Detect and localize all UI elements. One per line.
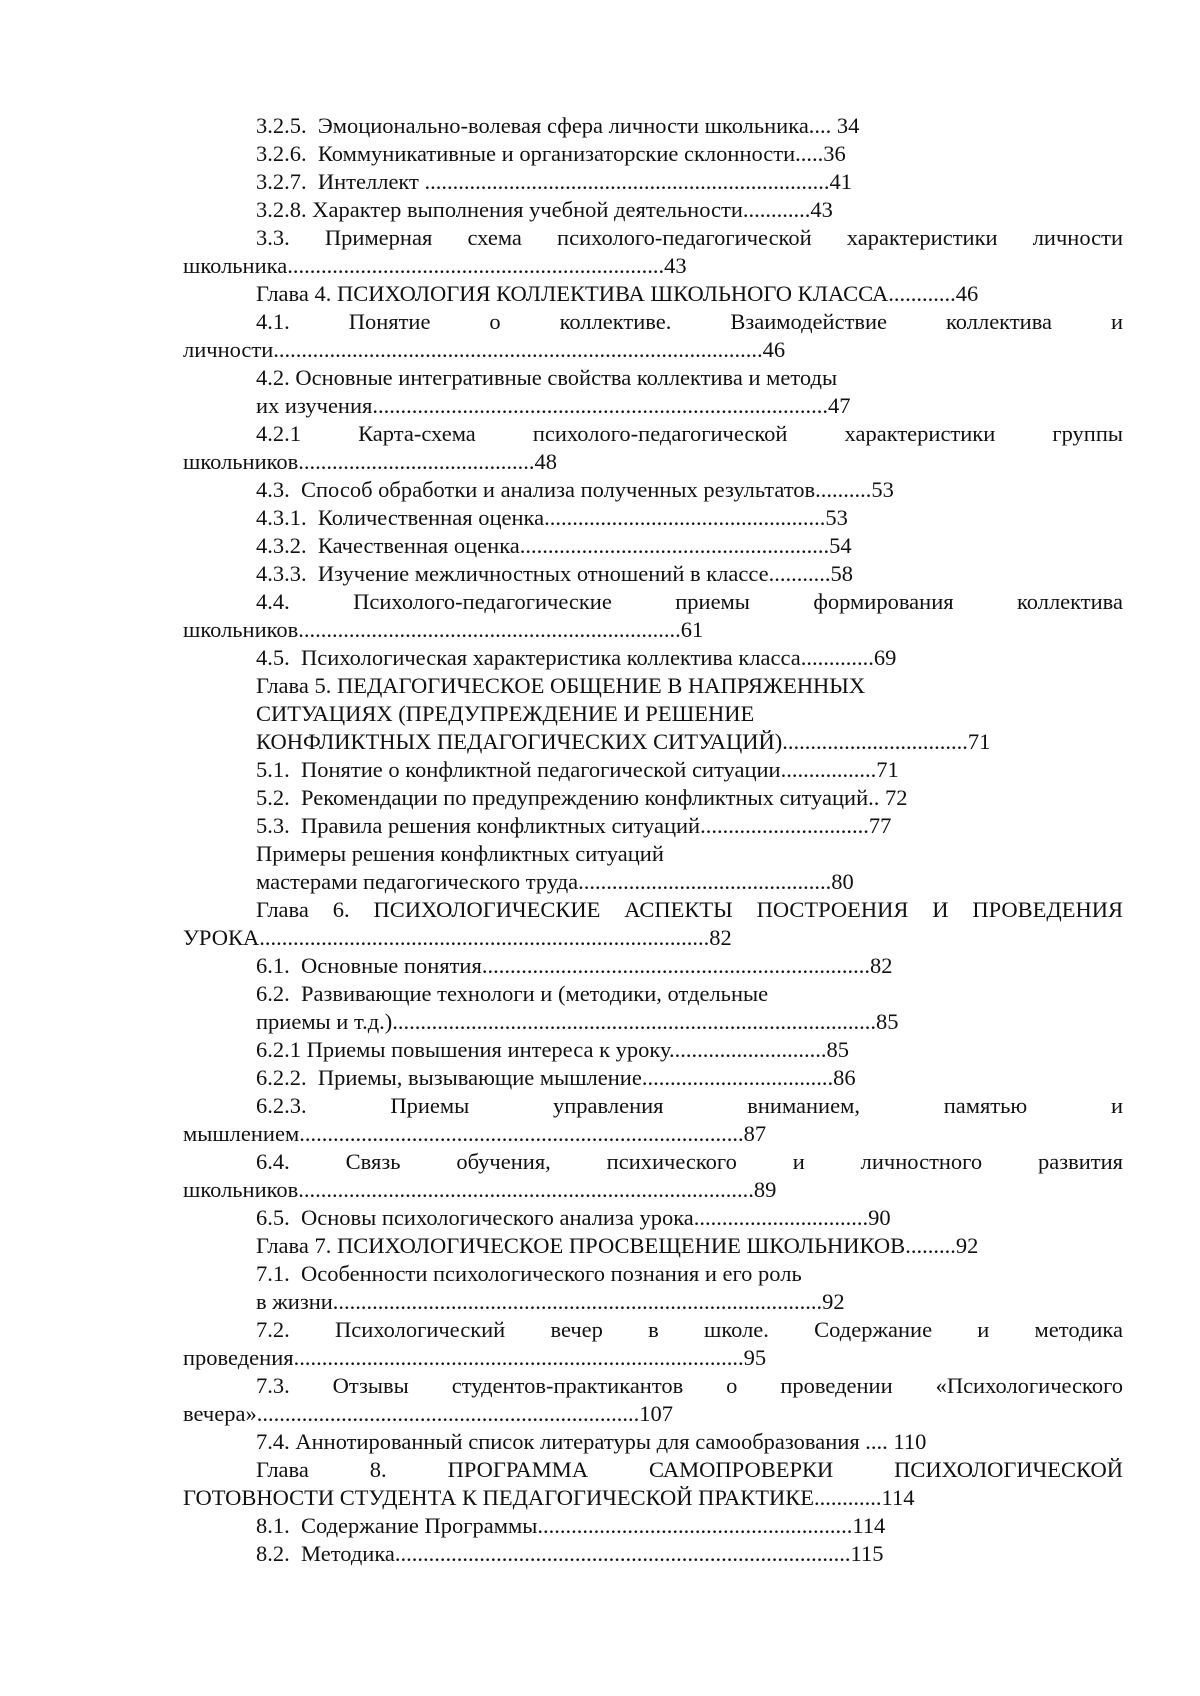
- toc-line: 6.2.1 Приемы повышения интереса к уроку............................85: [256, 1037, 850, 1062]
- toc-line: 7.1. Особенности психологического познания и его роль: [256, 1261, 802, 1286]
- toc-line: 3.2.6. Коммуникативные и организаторские склонности.....36: [256, 141, 846, 166]
- toc-line: школьников.................................................................................89: [183, 1177, 777, 1202]
- toc-line: в жизни.......................................................................................92: [256, 1289, 845, 1314]
- toc-line: приемы и т.д.)......................................................................................85: [256, 1009, 899, 1034]
- toc-line: Глава 7. ПСИХОЛОГИЧЕСКОЕ ПРОСВЕЩЕНИЕ ШКОЛЬНИКОВ.........92: [256, 1233, 979, 1258]
- toc-line: 4.3.2. Качественная оценка.......................................................54: [256, 533, 852, 558]
- toc-line: личности.......................................................................................46: [183, 337, 786, 362]
- toc-line: мышлением...............................................................................87: [183, 1121, 767, 1146]
- toc-line: 5.3. Правила решения конфликтных ситуаций..............................77: [256, 813, 892, 838]
- toc-line: СИТУАЦИЯХ (ПРЕДУПРЕЖДЕНИЕ И РЕШЕНИЕ: [256, 701, 755, 726]
- toc-line: 6.2.2. Приемы, вызывающие мышление..................................86: [256, 1065, 856, 1090]
- table-of-contents: [183, 112, 1123, 1568]
- toc-line: 3.2.5. Эмоционально-волевая сфера личности школьника.... 34: [256, 113, 860, 138]
- toc-line: Глава 8. ПРОГРАММА САМОПРОВЕРКИ ПСИХОЛОГИЧЕСКОЙ: [256, 1457, 1123, 1482]
- toc-line: 5.2. Рекомендации по предупреждению конфликтных ситуаций.. 72: [256, 785, 908, 810]
- toc-line: 3.2.7. Интеллект ........................................................................41: [256, 169, 853, 194]
- toc-line: 6.5. Основы психологического анализа урока...............................90: [256, 1205, 891, 1230]
- toc-line: 4.3.3. Изучение межличностных отношений в классе...........58: [256, 561, 853, 586]
- toc-line: 4.1. Понятие о коллективе. Взаимодействие коллектива и: [256, 309, 1123, 334]
- toc-line: 7.4. Аннотированный список литературы для самообразования .... 110: [256, 1429, 927, 1454]
- toc-line: 6.2.3. Приемы управления вниманием, памятью и: [256, 1093, 1123, 1118]
- toc-line: КОНФЛИКТНЫХ ПЕДАГОГИЧЕСКИХ СИТУАЦИЙ).................................71: [256, 729, 991, 754]
- toc-line: Глава 4. ПСИХОЛОГИЯ КОЛЛЕКТИВА ШКОЛЬНОГО КЛАССА............46: [256, 281, 979, 306]
- toc-line: 4.5. Психологическая характеристика коллектива класса.............69: [256, 645, 897, 670]
- toc-line: вечера»....................................................................107: [183, 1401, 673, 1426]
- toc-line: 4.3. Способ обработки и анализа полученных результатов..........53: [256, 477, 894, 502]
- toc-line: мастерами педагогического труда.............................................80: [256, 869, 854, 894]
- toc-line: 5.1. Понятие о конфликтной педагогической ситуации.................71: [256, 757, 899, 782]
- toc-line: 7.3. Отзывы студентов-практикантов о проведении «Психологического: [256, 1373, 1123, 1398]
- toc-line: их изучения.................................................................................47: [256, 393, 851, 418]
- toc-line: проведения................................................................................95: [183, 1345, 767, 1370]
- toc-line: Глава 5. ПЕДАГОГИЧЕСКОЕ ОБЩЕНИЕ В НАПРЯЖЕННЫХ: [256, 673, 866, 698]
- toc-line: ГОТОВНОСТИ СТУДЕНТА К ПЕДАГОГИЧЕСКОЙ ПРАКТИКЕ............114: [183, 1485, 915, 1510]
- toc-line: Глава 6. ПСИХОЛОГИЧЕСКИЕ АСПЕКТЫ ПОСТРОЕНИЯ И ПРОВЕДЕНИЯ: [256, 897, 1123, 922]
- toc-line: 8.1. Содержание Программы........................................................114: [256, 1513, 886, 1538]
- toc-line: 4.3.1. Количественная оценка..................................................53: [256, 505, 848, 530]
- toc-line: школьников..........................................48: [183, 449, 558, 474]
- toc-line: школьника...................................................................43: [183, 253, 687, 278]
- toc-line: Примеры решения конфликтных ситуаций: [256, 841, 664, 866]
- toc-line: УРОКА................................................................................82: [183, 925, 732, 950]
- toc-line: 6.4. Связь обучения, психического и личностного развития: [256, 1149, 1123, 1174]
- toc-line: 3.2.8. Характер выполнения учебной деятельности............43: [256, 197, 833, 222]
- toc-line: 4.4. Психолого-педагогические приемы формирования коллектива: [256, 589, 1123, 614]
- toc-line: школьников....................................................................61: [183, 617, 704, 642]
- toc-line: 4.2.1 Карта-схема психолого-педагогической характеристики группы: [256, 421, 1123, 446]
- toc-line: 3.3. Примерная схема психолого-педагогической характеристики личности: [256, 225, 1123, 250]
- toc-line: 6.2. Развивающие технологи и (методики, отдельные: [256, 981, 769, 1006]
- toc-line: 8.2. Методика.................................................................................115: [256, 1541, 884, 1566]
- toc-line: 4.2. Основные интегративные свойства коллектива и методы: [256, 365, 838, 390]
- toc-line: 6.1. Основные понятия.....................................................................82: [256, 953, 893, 978]
- toc-line: 7.2. Психологический вечер в школе. Содержание и методика: [256, 1317, 1123, 1342]
